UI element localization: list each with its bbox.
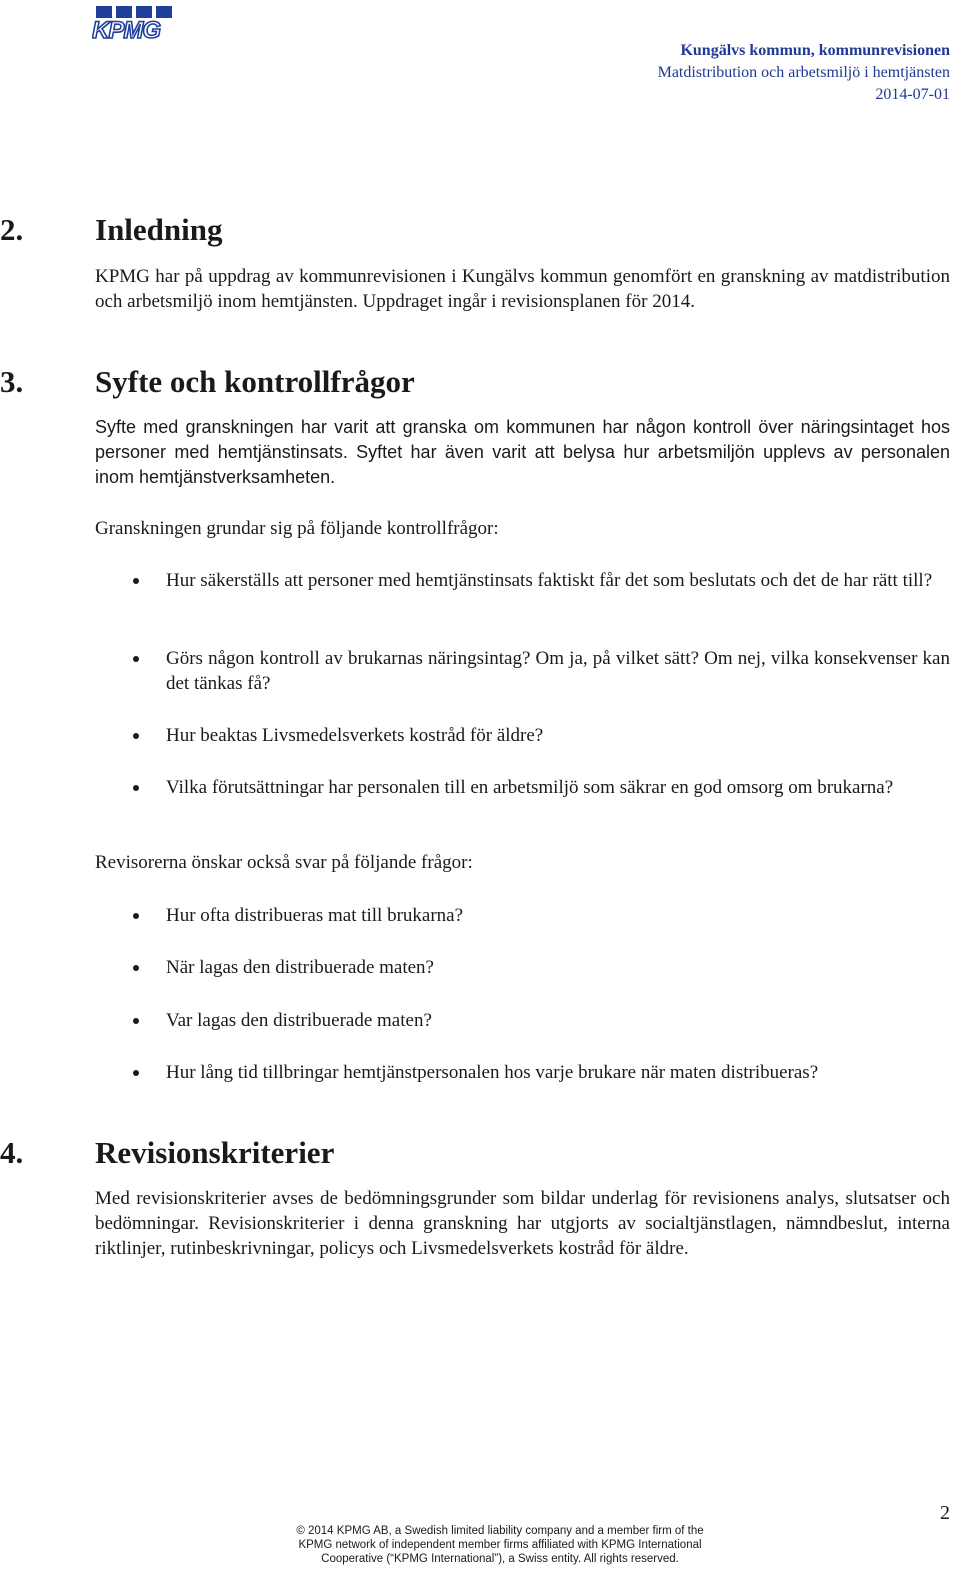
section-4-title: Revisionskriterier — [95, 1135, 335, 1170]
section-2-number: 2. — [0, 212, 24, 247]
bullet-icon — [133, 1070, 139, 1076]
bullet-icon — [133, 913, 139, 919]
page-header — [658, 40, 950, 106]
section-3-number: 3. — [0, 364, 24, 399]
extra-question-2: När lagas den distribuerade maten? — [166, 957, 434, 978]
section-3-title: Syfte och kontrollfrågor — [95, 364, 415, 399]
extra-question-3: Var lagas den distribuerade maten? — [166, 1010, 432, 1031]
logo-text: KPMG — [92, 17, 160, 40]
control-question-4: Vilka förutsättningar har personalen till en arbetsmiljö som säkrar en god omsorg om brukarna? — [166, 777, 894, 798]
section-3-intro: Granskningen grundar sig på följande kontrollfrågor: — [95, 518, 499, 539]
section-2-title: Inledning — [95, 212, 223, 247]
footer-line-1: © 2014 KPMG AB, a Swedish limited liability company and a member firm of the — [296, 1525, 704, 1537]
extra-question-4: Hur lång tid tillbringar hemtjänstpersonalen hos varje brukare när maten distribueras? — [166, 1062, 819, 1083]
bullet-icon — [133, 656, 139, 662]
header-date: 2014-07-01 — [875, 86, 950, 103]
control-question-1: Hur säkerställs att personer med hemtjänstinsats faktiskt får det som beslutats och det de har rätt till? — [166, 570, 933, 591]
section-4-number: 4. — [0, 1135, 24, 1170]
bullet-icon — [133, 1018, 139, 1024]
section-3-intro-2: Revisorerna önskar också svar på följande frågor: — [95, 852, 473, 873]
copyright-footer — [240, 1524, 760, 1566]
footer-line-3: Cooperative (“KPMG International”), a Swiss entity. All rights reserved. — [321, 1553, 679, 1565]
header-organization: Kungälvs kommun, kommunrevisionen — [680, 42, 950, 59]
bullet-icon — [133, 785, 139, 791]
control-question-3: Hur beaktas Livsmedelsverkets kostråd för äldre? — [166, 725, 544, 746]
section-2-paragraph: KPMG har på uppdrag av kommunrevisionen i Kungälvs kommun genomfört en granskning av matdistribution och arbetsmiljö inom hemtjänsten. Uppdraget ingår i revisionsplanen för 2014. — [95, 266, 950, 312]
extra-question-1: Hur ofta distribueras mat till brukarna? — [166, 905, 464, 926]
control-question-2: Görs någon kontroll av brukarnas näringsintag? Om ja, på vilket sätt? Om nej, vilka konsekvenser kan det tänkas få? — [166, 648, 950, 694]
section-4-paragraph: Med revisionskriterier avses de bedömningsgrunder som bildar underlag för revisionens analys, slutsatser och bedömningar. Revisionskriterier i denna granskning har utgjorts av socialtjänstlagen, nämndbeslut, interna riktlinjer, rutinbeskrivningar, policys och Livsmedelsverkets kostråd för äldre. — [95, 1188, 950, 1259]
page-number: 2 — [940, 1502, 950, 1524]
footer-line-2: KPMG network of independent member firms affiliated with KPMG International — [298, 1539, 702, 1551]
kpmg-logo — [92, 6, 182, 40]
bullet-icon — [133, 578, 139, 584]
bullet-icon — [133, 733, 139, 739]
section-3-paragraph: Syfte med granskningen har varit att granska om kommunen har någon kontroll över näringsintaget hos personer med hemtjänstinsats. Syftet har även varit att belysa hur arbetsmiljön upplevs av personalen inom hemtjänstverksamheten. — [95, 417, 950, 487]
header-report-title: Matdistribution och arbetsmiljö i hemtjänsten — [657, 64, 950, 81]
bullet-icon — [133, 965, 139, 971]
